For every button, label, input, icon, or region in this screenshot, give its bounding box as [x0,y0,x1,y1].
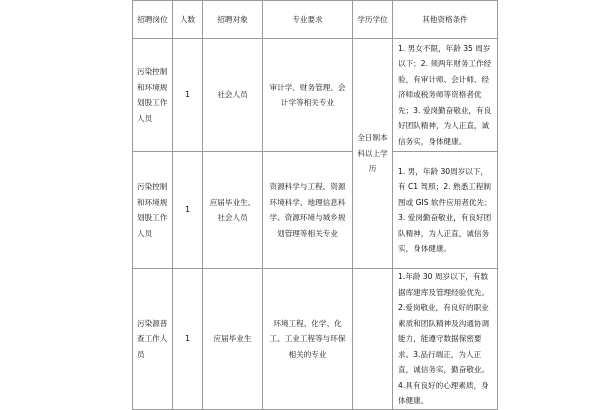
degree-cell-empty [353,269,393,410]
major-cell: 环境工程、化学、化工、工业工程等与环保相关的专业 [263,269,353,410]
degree-cell: 全日制本科以上学历 [353,39,393,269]
count-cell: 1 [173,269,203,410]
target-cell: 应届毕业生 [203,269,263,410]
position-cell: 污染源普查工作人员 [133,269,173,410]
table-row [133,152,498,269]
header-conditions: 其他资格条件 [393,1,498,39]
header-degree: 学历学位 [353,1,393,39]
position-cell: 污染控制和环境规划股工作人员 [133,152,173,269]
recruitment-table [132,0,498,410]
target-cell: 社会人员 [203,39,263,152]
conditions-cell: 1. 男，年龄 30周岁以下，有 C1 驾照；2. 熟悉工程制图或 GIS 软件应用者优先；3. 爱岗勤奋敬业，有良好团队精神，为人正直，诚信务实，身体健康。 [393,152,498,269]
table-row [133,269,498,410]
major-cell: 审计学、财务管理、会计学等相关专业 [263,39,353,152]
header-position: 招聘岗位 [133,1,173,39]
table-row [133,39,498,152]
header-count: 人数 [173,1,203,39]
major-cell: 资源科学与工程、资源环境科学、地理信息科学、资源环境与城乡规划管理等相关专业 [263,152,353,269]
target-cell: 应届毕业生、社会人员 [203,152,263,269]
conditions-cell: 1. 男女不限，年龄 35 周岁以下；2. 须两年财务工作经验，有审计师、会计师、经济师或税务师等资格者优先；3. 爱岗勤奋敬业，有良好团队精神，为人正直，诚信务实，身体健康。 [393,39,498,152]
position-cell: 污染控制和环境规划股工作人员 [133,39,173,152]
count-cell: 1 [173,39,203,152]
conditions-cell: 1.年龄 30 周岁以下，有数据库建库及管理经验优先。2.爱岗敬业，有良好的职业素质和团队精神及沟通协调能力，能遵守数据保密要求。3.品行端正，为人正直，诚信务实，勤奋敬业。4.具有良好的心理素质，身体健康。 [393,269,498,410]
header-row [133,1,498,39]
header-major: 专业要求 [263,1,353,39]
header-target: 招聘对象 [203,1,263,39]
count-cell: 1 [173,152,203,269]
